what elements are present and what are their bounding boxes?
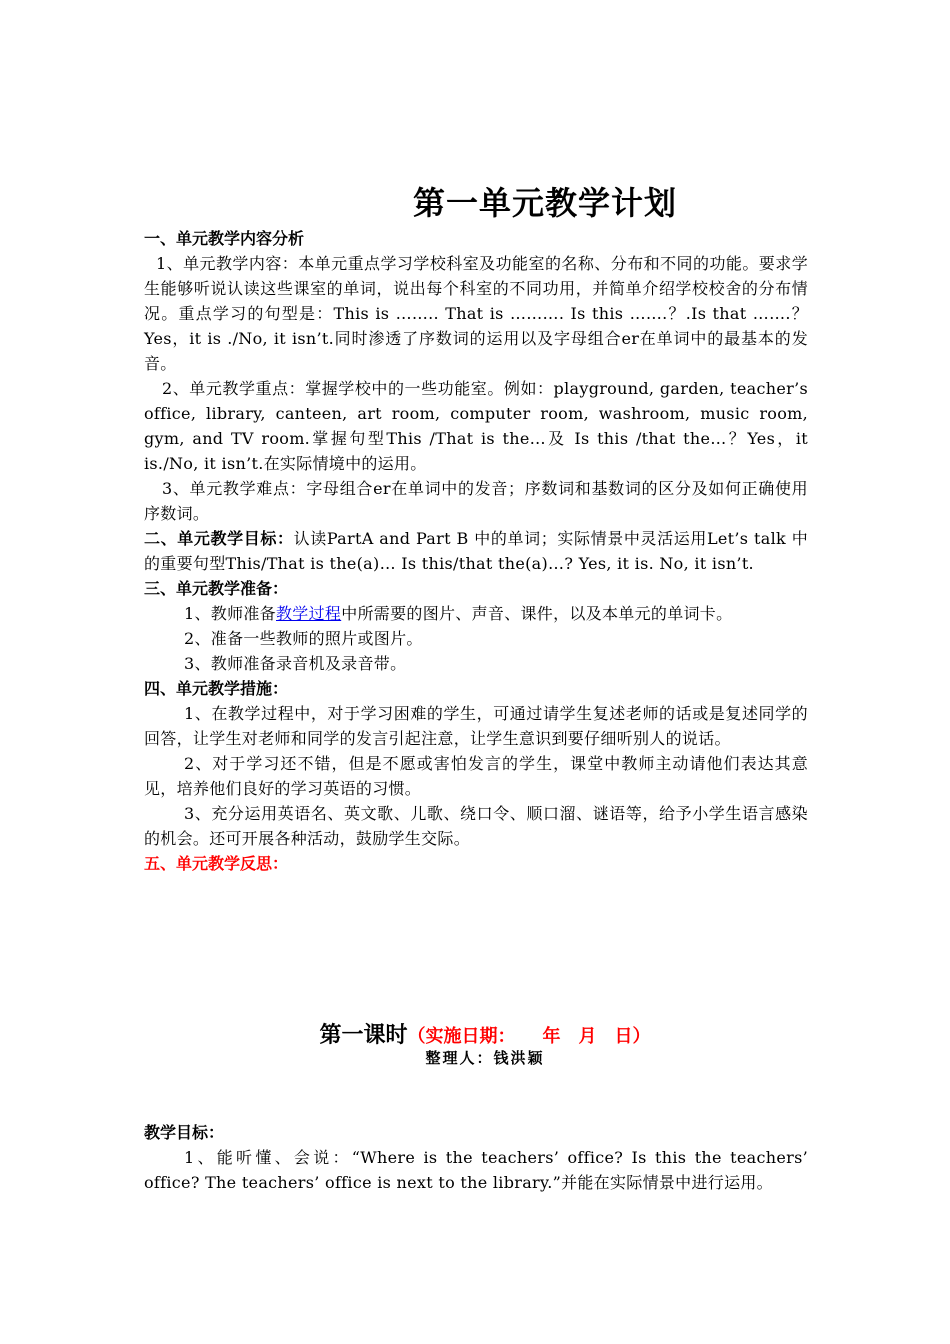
section-3-paragraph-3: 3、教师准备录音机及录音带。 <box>184 654 407 673</box>
section-4-paragraph-3: 3、充分运用英语名、英文歌、儿歌、绕口令、顺口溜、谜语等，给予小学生语言感染的机会。还可开展各种活动，鼓励学生交际。 <box>144 804 808 848</box>
teaching-process-link[interactable]: 教学过程 <box>275 604 342 623</box>
section-2 <box>144 526 808 576</box>
goals-paragraph-1: 1、能听懂、会说：“Where is the teachers’ office? Is this the teachers’ office? The teachers’ office is next to the library.”并能在实际情景中进行运用。 <box>144 1148 808 1192</box>
lesson-name: 第一课时 <box>319 1023 408 1048</box>
section-1-paragraph-2: 2、单元教学重点：掌握学校中的一些功能室。例如：playground, garden, teacher’s office, library, canteen, art room, computer room, washroom, music room, gym, and TV room.掌握句型This /That is the…及 Is this /that the…？Yes，it is./No, it isn’t.在实际情境中的运用。 <box>144 379 808 473</box>
page-title: 第一单元教学计划 <box>412 184 677 222</box>
lesson-date-label: （实施日期： 年 月 日） <box>407 1026 651 1047</box>
section-3-p1-prefix: 1、教师准备 <box>184 604 276 623</box>
section-1-heading: 一、单元教学内容分析 <box>144 229 305 248</box>
section-3-paragraph-2: 2、准备一些教师的照片或图片。 <box>184 629 423 648</box>
section-2-heading: 二、单元教学目标： <box>144 529 294 548</box>
section-4-heading: 四、单元教学措施： <box>144 679 289 698</box>
organizer-line: 整理人：钱洪颖 <box>425 1049 545 1067</box>
section-1-paragraph-3: 3、单元教学难点：字母组合er在单词中的发音；序数词和基数词的区分及如何正确使用序数词。 <box>144 479 808 523</box>
section-2-text: 认读PartA and Part B 中的单词；实际情景中灵活运用Let’s talk 中的重要句型This/That is the(a)… Is this/that the(a)…? Yes, it is. No, it isn’t. <box>144 529 809 573</box>
section-3-paragraph-1 <box>144 601 808 626</box>
lesson-goals <box>144 1120 808 1195</box>
unit-plan-body <box>144 226 808 876</box>
section-5-heading: 五、单元教学反思： <box>144 854 289 873</box>
section-1-paragraph-1: 1、单元教学内容：本单元重点学习学校科室及功能室的名称、分布和不同的功能。要求学生能够听说认读这些课室的单词，说出每个科室的不同功用，并简单介绍学校校舍的分布情况。重点学习的句型是：This is …….. That is ………. Is this …….？.Is that …….？Yes，it is ./No, it isn’t.同时渗透了序数词的运用以及字母组合er在单词中的最基本的发音。 <box>144 254 808 373</box>
section-3-heading: 三、单元教学准备： <box>144 579 289 598</box>
section-4-paragraph-1: 1、在教学过程中，对于学习困难的学生，可通过请学生复述老师的话或是复述同学的回答，让学生对老师和同学的发言引起注意，让学生意识到要仔细听别人的说话。 <box>144 704 808 748</box>
section-4-paragraph-2: 2、对于学习还不错，但是不愿或害怕发言的学生，课堂中教师主动请他们表达其意见，培养他们良好的学习英语的习惯。 <box>144 754 808 798</box>
section-3-p1-suffix: 中所需要的图片、声音、课件，以及本单元的单词卡。 <box>341 604 733 623</box>
goals-heading: 教学目标： <box>144 1123 225 1142</box>
lesson-title <box>0 1018 950 1049</box>
